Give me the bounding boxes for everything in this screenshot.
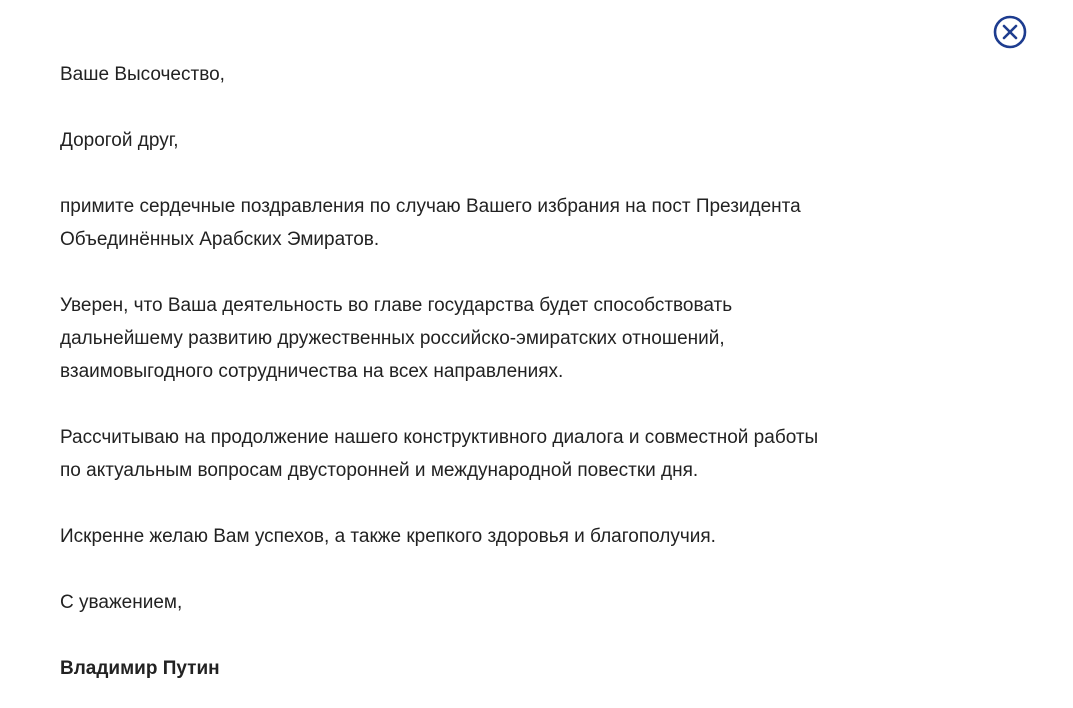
text-line: Уверен, что Ваша деятельность во главе государства будет способствовать: [60, 295, 733, 316]
letter-paragraph-relations: [60, 289, 940, 388]
letter-salutation: Ваше Высочество,: [60, 64, 225, 85]
text-line: по актуальным вопросам двусторонней и международной повестки дня.: [60, 460, 699, 481]
text-line: дальнейшему развитию дружественных российско-эмиратских отношений,: [60, 328, 725, 349]
letter-greeting: Дорогой друг,: [60, 130, 179, 151]
close-button[interactable]: [993, 15, 1027, 49]
letter-paragraph-dialogue: [60, 421, 940, 487]
text-line: взаимовыгодного сотрудничества на всех направлениях.: [60, 361, 564, 382]
letter-body: [60, 58, 940, 685]
letter-paragraph-congratulations: [60, 190, 940, 256]
letter-signature: Владимир Путин: [60, 658, 220, 679]
text-line: Объединённых Арабских Эмиратов.: [60, 229, 380, 250]
close-circle-icon: [993, 15, 1027, 49]
letter-closing: С уважением,: [60, 592, 183, 613]
text-line: Рассчитываю на продолжение нашего конструктивного диалога и совместной работы: [60, 427, 819, 448]
letter-wishes: Искренне желаю Вам успехов, а также крепкого здоровья и благополучия.: [60, 526, 716, 547]
text-line: примите сердечные поздравления по случаю Вашего избрания на пост Президента: [60, 196, 801, 217]
